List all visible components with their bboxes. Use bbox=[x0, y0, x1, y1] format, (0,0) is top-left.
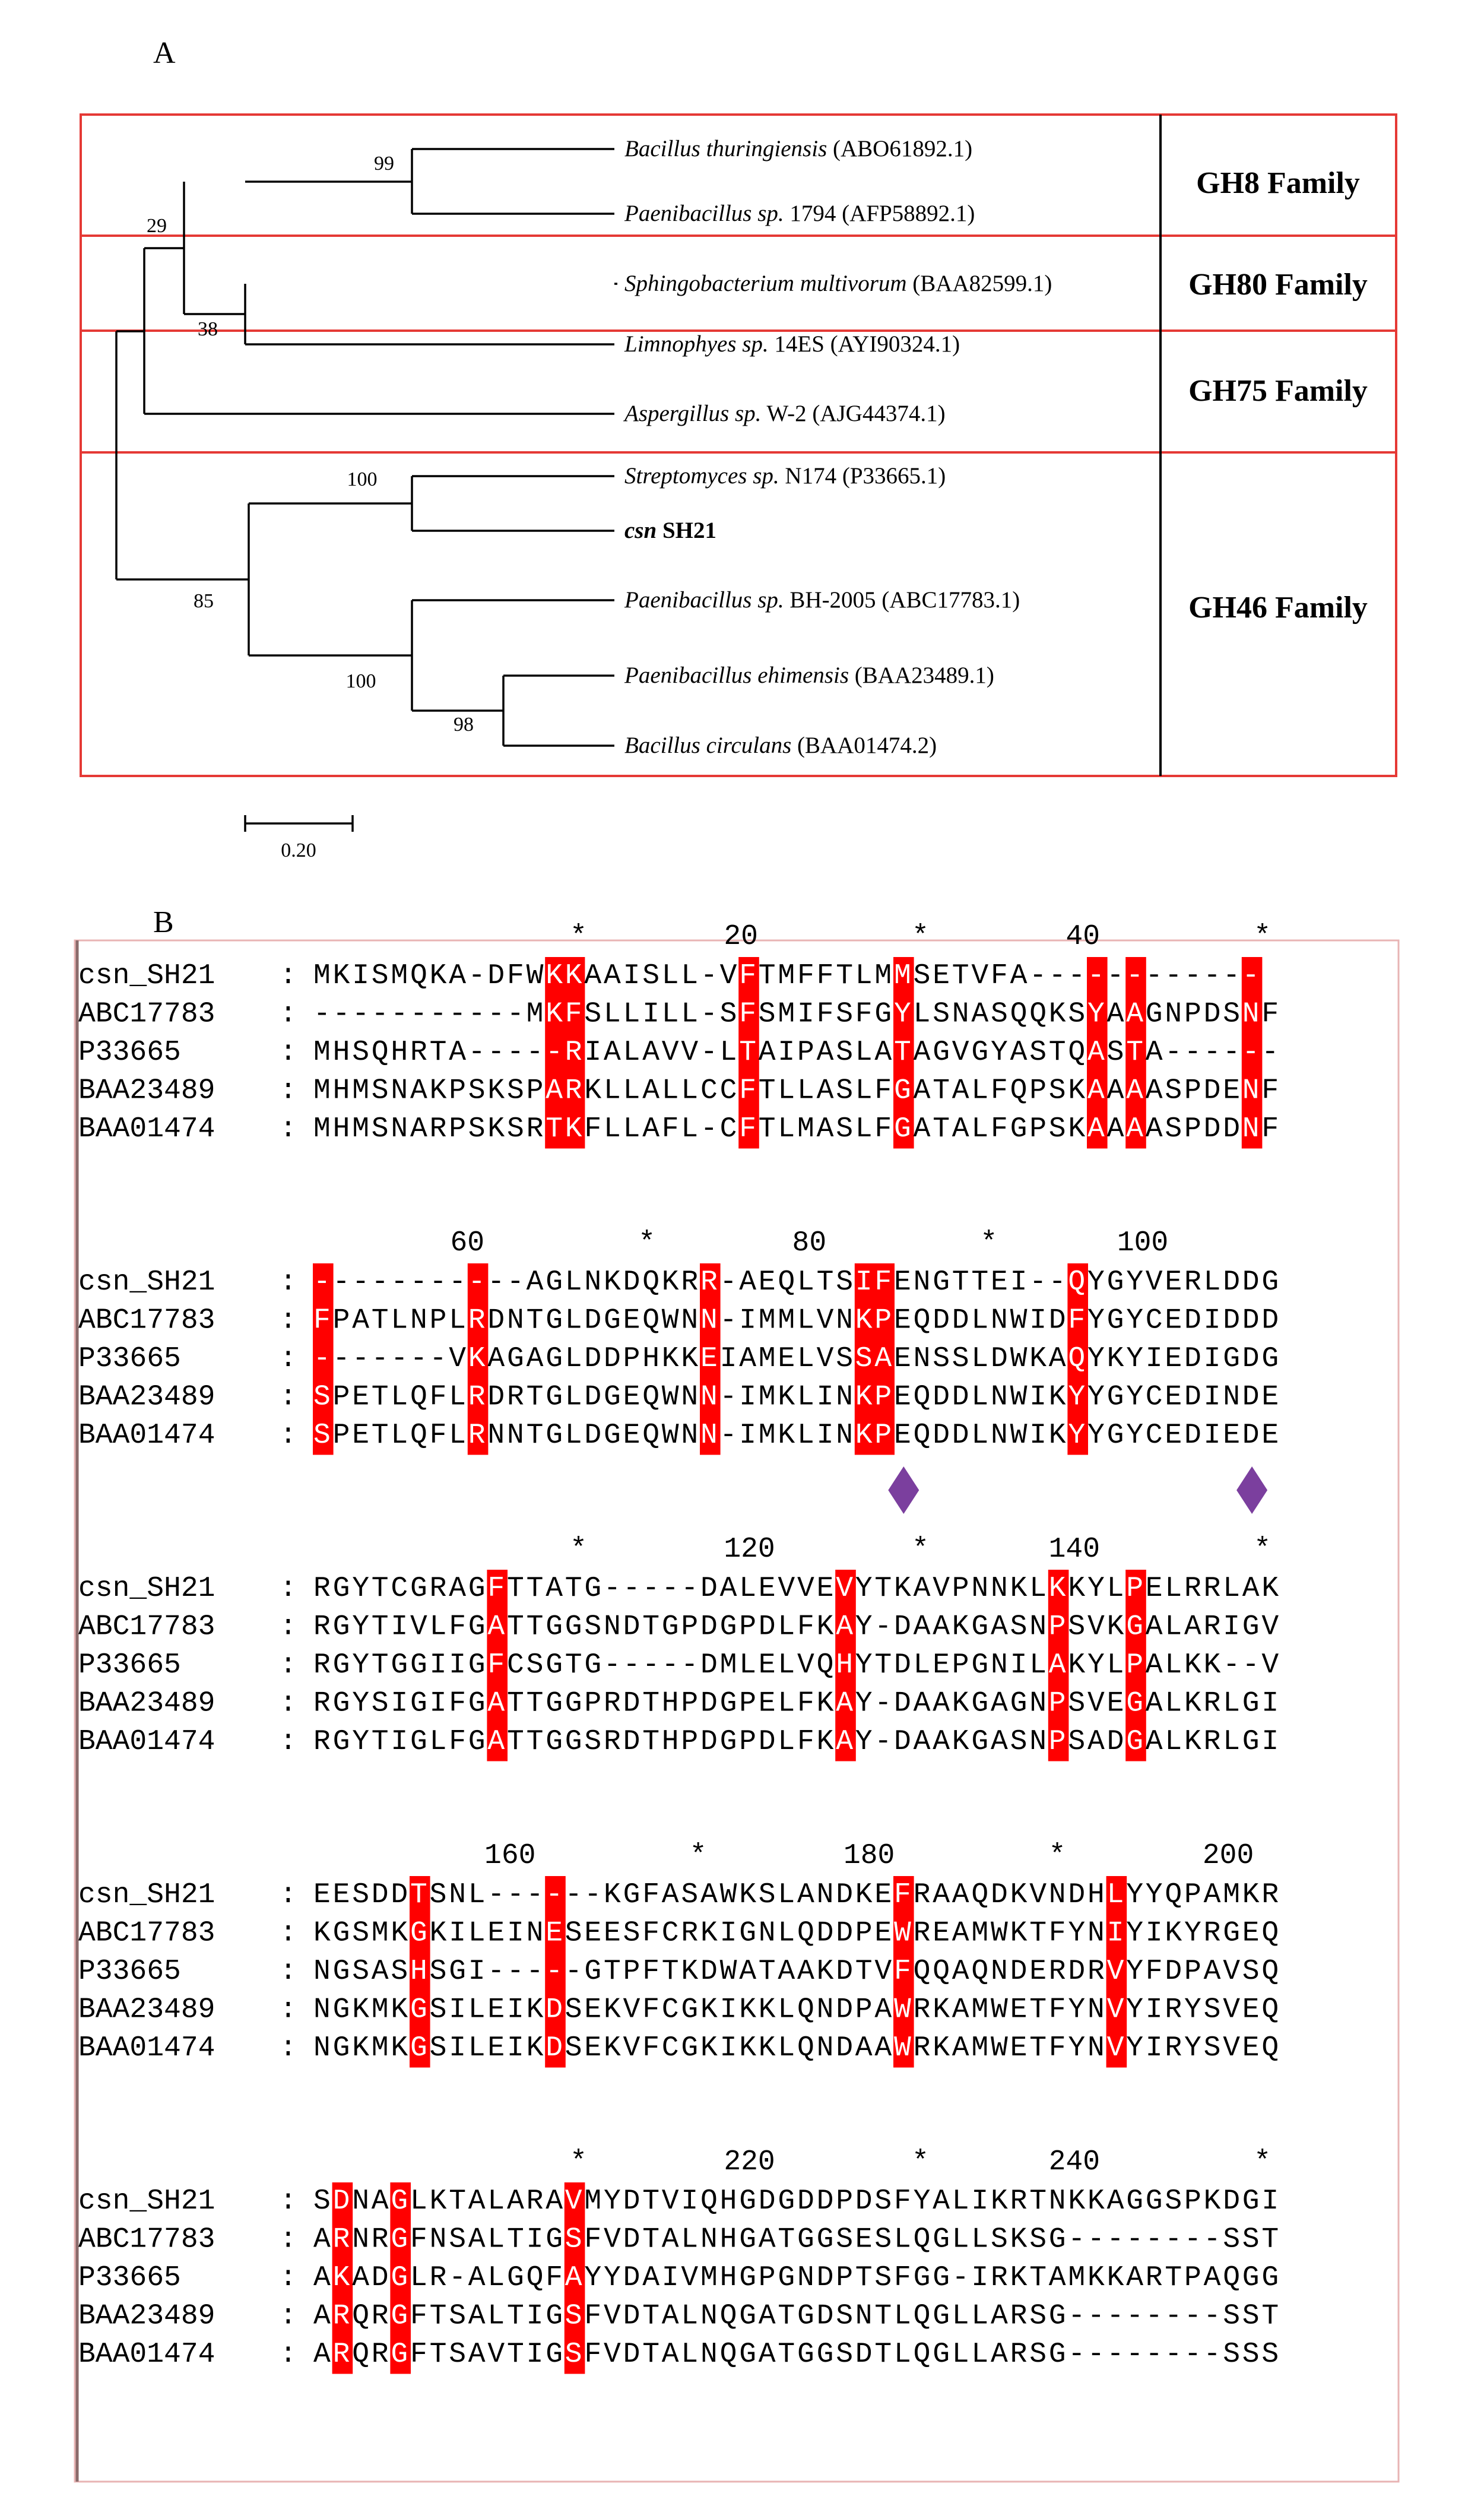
sequence-name: P33665 bbox=[78, 1649, 181, 1681]
sequence-residues: SPETLQFLRDRTGLDGEQWNN-IMKLINKPEQDDLNWIKYYGYCEDINDE bbox=[313, 1381, 1279, 1414]
sequence-name: csn_SH21 bbox=[78, 1573, 215, 1605]
sequence-residues: ARNRGFNSALTIGSFVDTALNHGATGGSESLQGLLSKSG--------SST bbox=[313, 2223, 1279, 2256]
name-colon: : bbox=[280, 998, 297, 1031]
sequence-residues: RGYTGGIIGFCSGTG-----DMLELVQHYTDLEPGNILAKYLPALKK--V bbox=[313, 1649, 1279, 1681]
sequence-name: ABC17783 bbox=[78, 1611, 215, 1643]
sequence-residues: RGYSIGIFGATTGGPRDTHPDGPELFKAY-DAAKGAGNPSVEGALKRLGI bbox=[313, 1687, 1279, 1720]
name-colon: : bbox=[280, 960, 297, 992]
sequence-name: csn_SH21 bbox=[78, 2185, 215, 2217]
sequence-name: P33665 bbox=[78, 1956, 181, 1988]
name-colon: : bbox=[280, 1917, 297, 1950]
scale-label: 0.20 bbox=[281, 839, 316, 861]
taxon-label: Streptomyces sp. N174 (P33665.1) bbox=[624, 463, 946, 489]
name-colon: : bbox=[280, 1113, 297, 1145]
sequence-name: ABC17783 bbox=[78, 998, 215, 1031]
name-colon: : bbox=[280, 1726, 297, 1758]
taxon-label: Paenibacillus sp. BH-2005 (ABC17783.1) bbox=[624, 587, 1020, 613]
sequence-residues: NGKMKGSILEIKDSEKVFCGKIKKLQNDPAWRKAMWETFYNVYIRYSVEQ bbox=[313, 1994, 1279, 2026]
name-colon: : bbox=[280, 2223, 297, 2256]
sequence-residues: -----------MKFSLLILL-SFSMIFSFGYLSNASQQKSYAAGNPDSNF bbox=[313, 998, 1279, 1031]
sequence-residues: ARQRGFTSALTIGSFVDTALNQGATGDSNTLQGLLARSG--------SST bbox=[313, 2300, 1279, 2333]
ruler: * 20 * 40 * bbox=[313, 921, 1271, 953]
ruler: * 220 * 240 * bbox=[313, 2146, 1271, 2178]
name-colon: : bbox=[280, 1304, 297, 1337]
sequence-residues: RGYTCGRAGFTTATG-----DALEVVEVYTKAVPNNKLKKYLPELRRLAK bbox=[313, 1573, 1279, 1605]
sequence-residues: AKADGLR-ALGQFAYYDAIVMHGPGNDPTSFGG-IRKTAMKKARTPAQGG bbox=[313, 2262, 1279, 2294]
sequence-name: BAA01474 bbox=[78, 1420, 215, 1452]
bootstrap-value: 85 bbox=[194, 590, 214, 612]
name-colon: : bbox=[280, 2262, 297, 2294]
name-colon: : bbox=[280, 2185, 297, 2217]
sequence-name: ABC17783 bbox=[78, 1917, 215, 1950]
family-label: GH75 Family bbox=[1188, 374, 1368, 408]
sequence-residues: NGSASHSGI-----GTPFTKDWATAAKDTVFQQAQNDERDRVYFDPAVSQ bbox=[313, 1956, 1279, 1988]
phylogenetic-tree bbox=[0, 0, 1484, 902]
sequence-residues: MHMSNAKPSKSPARKLLALLCCFTLLASLFGATALFQPSKAAAASPDENF bbox=[313, 1075, 1279, 1107]
sequence-name: P33665 bbox=[78, 2262, 181, 2294]
sequence-name: BAA01474 bbox=[78, 2339, 215, 2371]
sequence-residues: RGYTIGLFGATTGGSRDTHPDGPDLFKAY-DAAKGASNPSADGALKRLGI bbox=[313, 1726, 1279, 1758]
sequence-alignment bbox=[0, 902, 1484, 2503]
name-colon: : bbox=[280, 1266, 297, 1298]
sequence-name: BAA01474 bbox=[78, 1726, 215, 1758]
bootstrap-value: 100 bbox=[347, 468, 378, 490]
panel-b bbox=[0, 902, 1484, 2503]
ruler: 60 * 80 * 100 bbox=[313, 1227, 1169, 1259]
family-label: GH80 Family bbox=[1188, 268, 1368, 302]
sequence-name: ABC17783 bbox=[78, 1304, 215, 1337]
panel-a bbox=[0, 0, 1484, 902]
sequence-residues: NGKMKGSILEIKDSEKVFCGKIKKLQNDAAWRKAMWETFYNVYIRYSVEQ bbox=[313, 2032, 1279, 2064]
taxon-label: Sphingobacterium multivorum (BAA82599.1) bbox=[624, 271, 1052, 296]
catalytic-site-marker bbox=[888, 1466, 919, 1514]
name-colon: : bbox=[280, 2339, 297, 2371]
sequence-name: BAA23489 bbox=[78, 2300, 215, 2333]
name-colon: : bbox=[280, 2300, 297, 2333]
sequence-name: P33665 bbox=[78, 1343, 181, 1375]
ruler: 160 * 180 * 200 bbox=[313, 1840, 1254, 1872]
taxon-label: Bacillus thuringiensis (ABO61892.1) bbox=[624, 136, 973, 161]
panel-a-label: A bbox=[153, 36, 176, 70]
bootstrap-value: 29 bbox=[147, 215, 167, 237]
name-colon: : bbox=[280, 1343, 297, 1375]
name-colon: : bbox=[280, 1956, 297, 1988]
sequence-residues: RGYTIVLFGATTGGSNDTGPDGPDLFKAY-DAAKGASNPSVKGALARIGV bbox=[313, 1611, 1279, 1643]
ruler: * 120 * 140 * bbox=[313, 1534, 1271, 1566]
taxon-label: Bacillus circulans (BAA01474.2) bbox=[624, 733, 937, 758]
name-colon: : bbox=[280, 1611, 297, 1643]
sequence-name: BAA23489 bbox=[78, 1687, 215, 1720]
sequence-name: BAA01474 bbox=[78, 2032, 215, 2064]
catalytic-site-marker bbox=[1236, 1466, 1267, 1514]
taxon-label: Limnophyes sp. 14ES (AYI90324.1) bbox=[624, 331, 960, 357]
sequence-residues: MHMSNARPSKSRTKFLLAFL-CFTLMASLFGATALFGPSKAAAASPDDNF bbox=[313, 1113, 1279, 1145]
sequence-residues: EESDDTSNL------KGFASAWKSLANDKEFRAAQDKVNDHLYYQPAMKR bbox=[313, 1879, 1279, 1911]
name-colon: : bbox=[280, 2032, 297, 2064]
bootstrap-value: 98 bbox=[454, 714, 474, 736]
bootstrap-value: 38 bbox=[198, 318, 218, 340]
name-colon: : bbox=[280, 1573, 297, 1605]
sequence-residues: -------VKAGAGLDDPHKKEIAMELVSSAENSSLDWKAQYKYIEDIGDG bbox=[313, 1343, 1279, 1375]
name-colon: : bbox=[280, 1381, 297, 1414]
name-colon: : bbox=[280, 1420, 297, 1452]
sequence-name: BAA23489 bbox=[78, 1994, 215, 2026]
sequence-residues: FPATLNPLRDNTGLDGEQWNN-IMMLVNKPEQDDLNWIDFYGYCEDIDDD bbox=[313, 1304, 1279, 1337]
sequence-name: BAA23489 bbox=[78, 1075, 215, 1107]
sequence-name: BAA01474 bbox=[78, 1113, 215, 1145]
sequence-name: BAA23489 bbox=[78, 1381, 215, 1414]
family-label: GH46 Family bbox=[1188, 591, 1368, 625]
sequence-residues: ARQRGFTSAVTIGSFVDTALNQGATGGSDTLQGLLARSG--------SSS bbox=[313, 2339, 1279, 2371]
taxon-label: Paenibacillus sp. 1794 (AFP58892.1) bbox=[624, 201, 975, 226]
sequence-residues: MKISMQKA-DFWKKAAISLL-VFTMFFTLMMSETVFA------------ bbox=[313, 960, 1260, 992]
bootstrap-value: 99 bbox=[374, 153, 394, 175]
sequence-name: csn_SH21 bbox=[78, 1879, 215, 1911]
sequence-residues: KGSMKGKILEINESEESFCRKIGNLQDDPEWREAMWKTFYNIYIKYRGEQ bbox=[313, 1917, 1279, 1950]
name-colon: : bbox=[280, 1075, 297, 1107]
sequence-residues: MHSQHRTA-----RIALAVV-LTAIPASLATAGVGYASTQASTA------ bbox=[313, 1037, 1279, 1069]
taxon-label: csn SH21 bbox=[624, 518, 716, 543]
sequence-residues: SPETLQFLRNNTGLDGEQWNN-IMKLINKPEQDDLNWIKYYGYCEDIEDE bbox=[313, 1420, 1279, 1452]
panel-b-label: B bbox=[153, 905, 174, 939]
name-colon: : bbox=[280, 1649, 297, 1681]
sequence-residues: SDNAGLKTALARAVMYDTVIQHGDGDDPDSFYALIKRTNKKAGGSPKDGI bbox=[313, 2185, 1279, 2217]
name-colon: : bbox=[280, 1687, 297, 1720]
name-colon: : bbox=[280, 1879, 297, 1911]
family-label: GH8 Family bbox=[1196, 166, 1360, 200]
name-colon: : bbox=[280, 1037, 297, 1069]
sequence-residues: -----------AGLNKDQKRR-AEQLTSIFENGTTEI--QYGYVERLDDG bbox=[313, 1266, 1279, 1298]
sequence-name: csn_SH21 bbox=[78, 960, 215, 992]
sequence-name: P33665 bbox=[78, 1037, 181, 1069]
sequence-name: ABC17783 bbox=[78, 2223, 215, 2256]
taxon-label: Paenibacillus ehimensis (BAA23489.1) bbox=[624, 663, 994, 688]
name-colon: : bbox=[280, 1994, 297, 2026]
sequence-name: csn_SH21 bbox=[78, 1266, 215, 1298]
bootstrap-value: 100 bbox=[345, 670, 376, 692]
taxon-label: Aspergillus sp. W-2 (AJG44374.1) bbox=[624, 401, 946, 426]
